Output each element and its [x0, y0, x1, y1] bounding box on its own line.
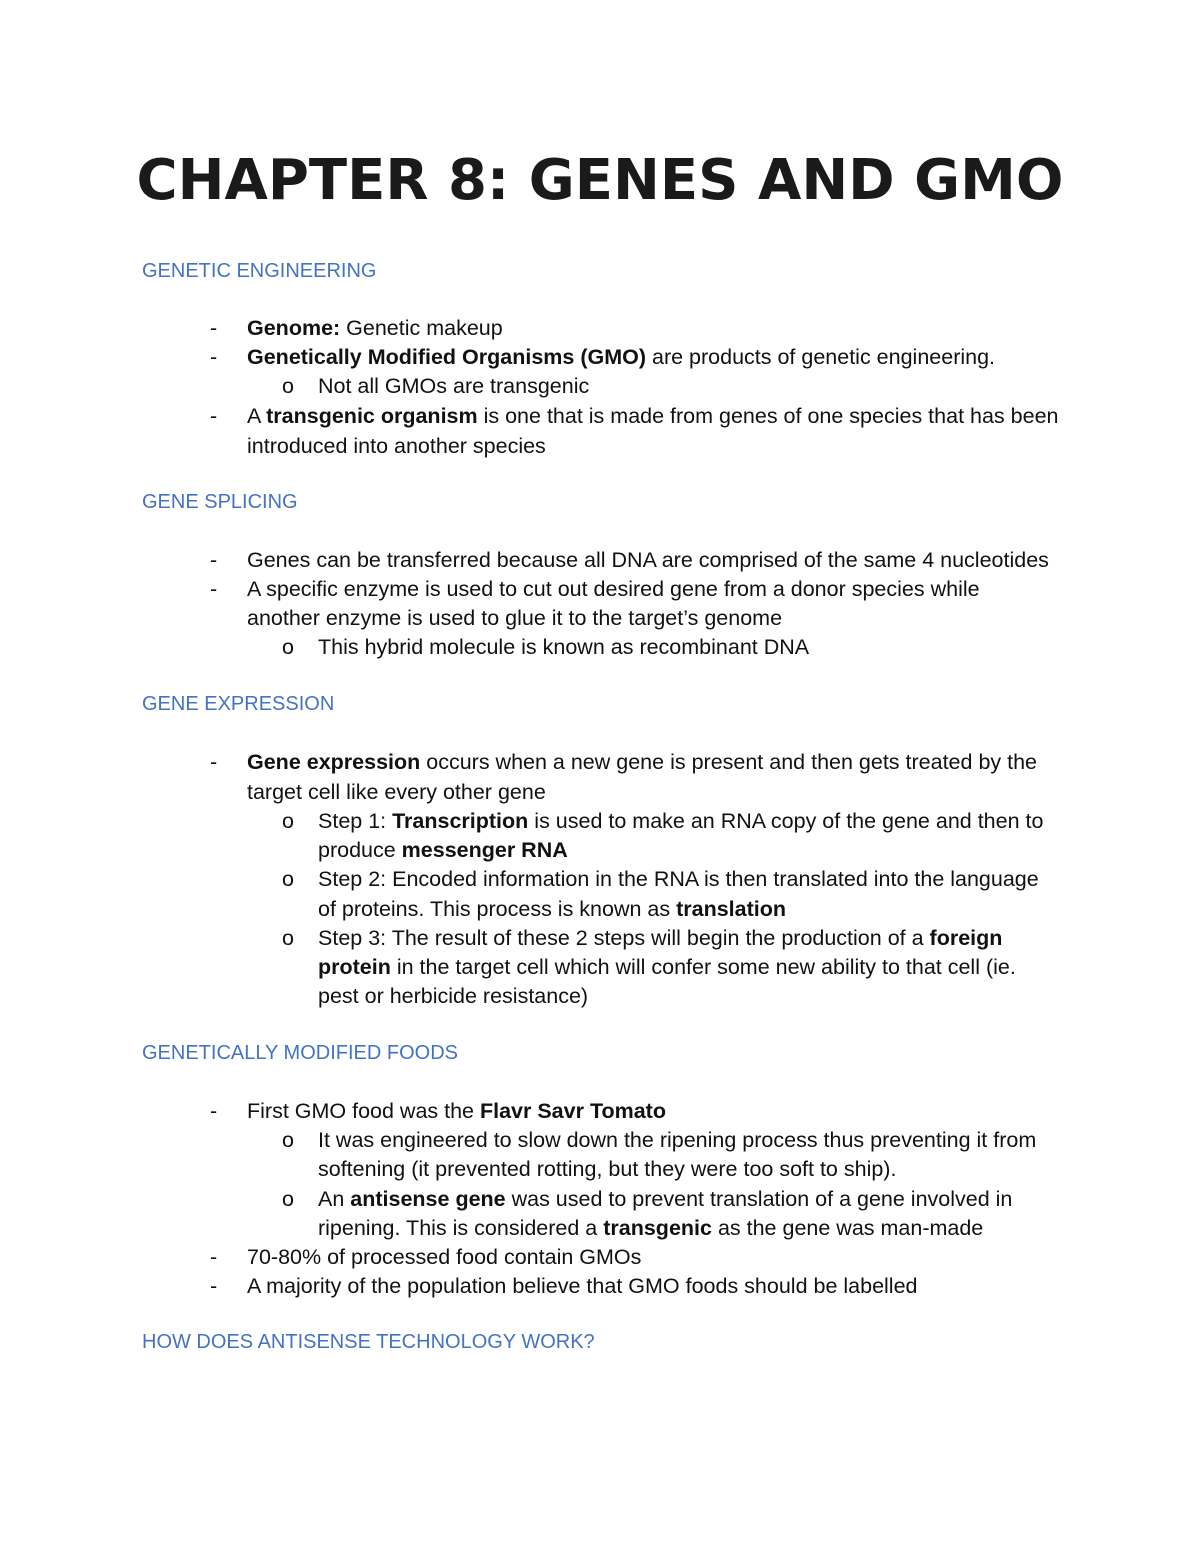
- list-item-continuation: pest or herbicide resistance): [318, 984, 589, 1008]
- bullet-circle: o: [282, 635, 294, 659]
- list-item: Step 2: Encoded information in the RNA is then translated into the language: [318, 867, 1039, 891]
- bullet-dash: -: [210, 1099, 218, 1123]
- page-title: CHAPTER 8: GENES AND GMO: [136, 148, 1064, 213]
- bullet-circle: o: [282, 1187, 294, 1211]
- list-item: 70-80% of processed food contain GMOs: [247, 1245, 642, 1269]
- list-item: First GMO food was the Flavr Savr Tomato: [247, 1099, 666, 1123]
- bullet-circle: o: [282, 926, 294, 950]
- bullet-dash: -: [210, 577, 218, 601]
- bullet-dash: -: [210, 404, 218, 428]
- list-item: A majority of the population believe that GMO foods should be labelled: [247, 1274, 918, 1298]
- list-item: A transgenic organism is one that is made from genes of one species that has been: [247, 404, 1059, 428]
- list-item-continuation: another enzyme is used to glue it to the target’s genome: [247, 606, 783, 630]
- section-heading-gm-foods: GENETICALLY MODIFIED FOODS: [142, 1042, 458, 1064]
- list-item-continuation: of proteins. This process is known as translation: [318, 897, 787, 921]
- bullet-dash: -: [210, 1245, 218, 1269]
- section-heading-antisense: HOW DOES ANTISENSE TECHNOLOGY WORK?: [142, 1331, 595, 1353]
- bullet-dash: -: [210, 1274, 218, 1298]
- section-heading-gene-expression: GENE EXPRESSION: [142, 693, 335, 715]
- list-item: This hybrid molecule is known as recombinant DNA: [318, 635, 810, 659]
- list-item-continuation: target cell like every other gene: [247, 780, 546, 804]
- list-item: Genome: Genetic makeup: [247, 316, 503, 340]
- bullet-circle: o: [282, 1128, 294, 1152]
- list-item: Genetically Modified Organisms (GMO) are products of genetic engineering.: [247, 345, 996, 369]
- bullet-circle: o: [282, 867, 294, 891]
- list-item: Gene expression occurs when a new gene is present and then gets treated by the: [247, 750, 1038, 774]
- list-item: It was engineered to slow down the ripening process thus preventing it from: [318, 1128, 1037, 1152]
- bullet-dash: -: [210, 316, 218, 340]
- bullet-dash: -: [210, 345, 218, 369]
- list-item: A specific enzyme is used to cut out desired gene from a donor species while: [247, 577, 980, 601]
- list-item-continuation: protein in the target cell which will confer some new ability to that cell (ie.: [318, 955, 1016, 979]
- bullet-circle: o: [282, 809, 294, 833]
- section-heading-genetic-engineering: GENETIC ENGINEERING: [142, 260, 377, 282]
- section-heading-gene-splicing: GENE SPLICING: [142, 491, 298, 513]
- list-item-continuation: produce messenger RNA: [318, 838, 568, 862]
- list-item: An antisense gene was used to prevent translation of a gene involved in: [318, 1187, 1013, 1211]
- list-item-continuation: introduced into another species: [247, 434, 546, 458]
- list-item-continuation: ripening. This is considered a transgenic as the gene was man-made: [318, 1216, 984, 1240]
- bullet-dash: -: [210, 548, 218, 572]
- bullet-circle: o: [282, 374, 294, 398]
- list-item: Not all GMOs are transgenic: [318, 374, 590, 398]
- list-item: Step 3: The result of these 2 steps will begin the production of a foreign: [318, 926, 1003, 950]
- bullet-dash: -: [210, 750, 218, 774]
- list-item: Genes can be transferred because all DNA are comprised of the same 4 nucleotides: [247, 548, 1049, 572]
- list-item-continuation: softening (it prevented rotting, but they were too soft to ship).: [318, 1157, 897, 1181]
- list-item: Step 1: Transcription is used to make an RNA copy of the gene and then to: [318, 809, 1044, 833]
